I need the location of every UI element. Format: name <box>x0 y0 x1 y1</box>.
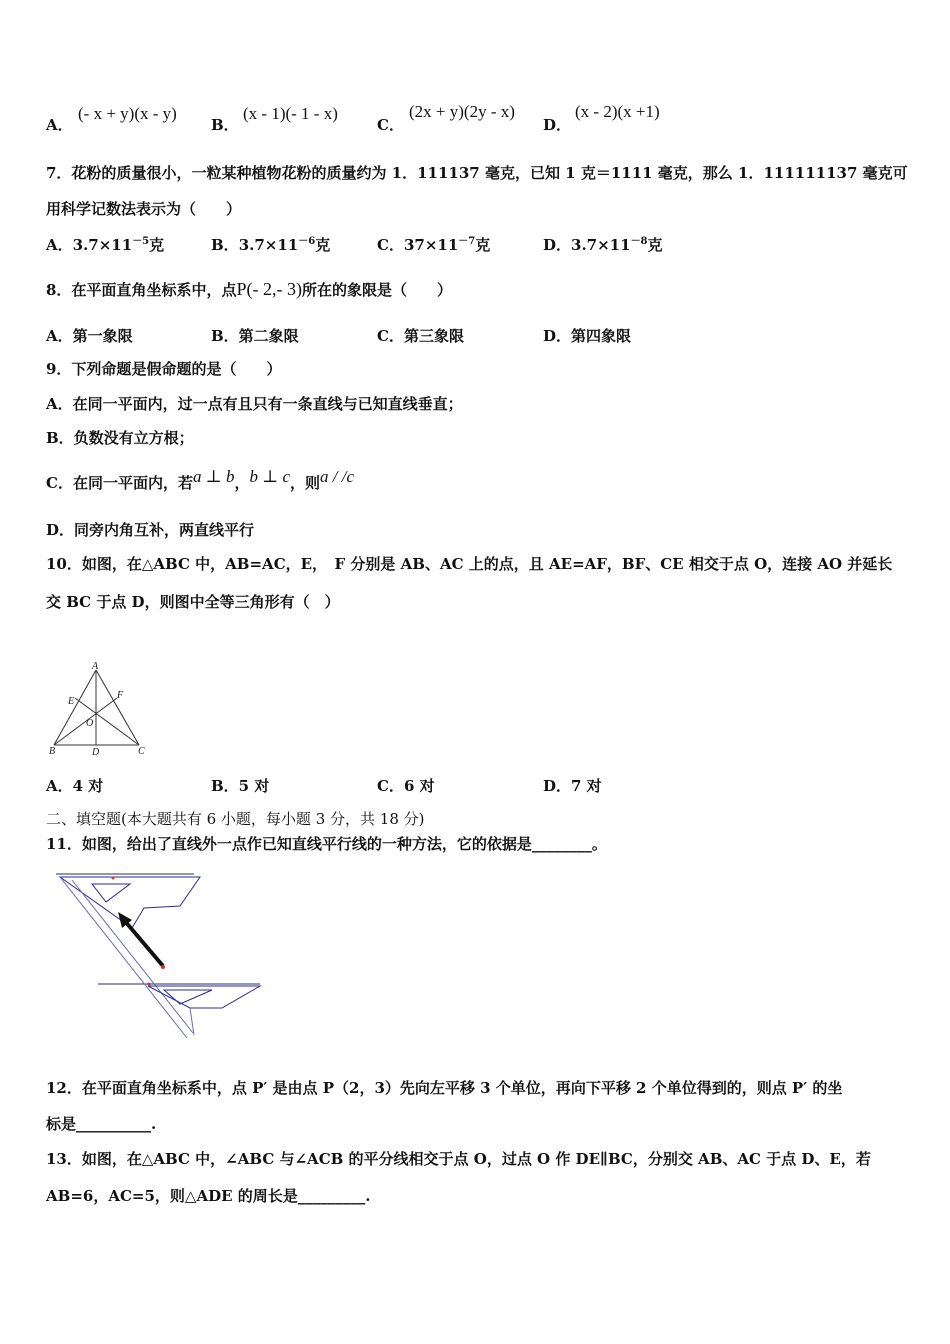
set-square-bottom-inner <box>164 990 212 1004</box>
section-2-heading: 二、填空题(本大题共有 6 小题，每小题 3 分，共 18 分) <box>46 810 425 828</box>
q6-option-d-expression: (x - 2)(x +1) <box>575 102 660 121</box>
q6-option-d-label: D． <box>543 116 572 134</box>
q7-option-c: C．$37\times 11^{-7}$克 <box>377 236 491 254</box>
q8-stem: 8．在平面直角坐标系中，点P(- 2,- 3)所在的象限是（ ） <box>46 279 452 299</box>
q9-option-a: A．在同一平面内，过一点有且只有一条直线与已知直线垂直； <box>46 395 463 413</box>
label-c: C <box>138 746 145 757</box>
q9-stem: 9．下列命题是假命题的是（ ） <box>46 360 282 378</box>
q10-option-a: A．4 对 <box>46 777 104 795</box>
set-square-top-inner <box>92 884 130 902</box>
q10-triangle-figure <box>44 660 154 760</box>
set-square-edge-outer <box>60 877 187 1038</box>
q9-option-c: C．在同一平面内，若a ⊥ b，b ⊥ c，则a / /c <box>46 467 355 492</box>
bottom-dot <box>148 983 151 986</box>
q7-option-b: B．$3.7\times 11^{-6}$克 <box>211 236 331 254</box>
q8-option-c: C．第三象限 <box>377 327 464 345</box>
q9-expr-perp-bc: b ⊥ c <box>249 467 291 486</box>
segment-ab <box>54 670 96 745</box>
q6-option-c-label: C． <box>377 116 404 134</box>
q10-stem-line1: 10．如图，在△ABC 中，AB=AC，E， F 分别是 AB、AC 上的点，且 AE=AF，BF、CE 相交于点 O，连接 AO 并延长 <box>46 555 893 573</box>
q10-option-c: C．6 对 <box>377 777 435 795</box>
q10-stem-line2: 交 BC 于点 D，则图中全等三角形有（ ） <box>46 593 340 611</box>
q8-point: P(- 2,- 3) <box>236 279 302 299</box>
q10-option-b: B．5 对 <box>211 777 270 795</box>
q8-option-a: A．第一象限 <box>46 327 133 345</box>
q7-stem-line2: 用科学记数法表示为（ ） <box>46 200 242 218</box>
q9-option-d: D．同旁内角互补，两直线平行 <box>46 521 255 539</box>
q8-option-b: B．第二象限 <box>211 327 299 345</box>
q7-option-a: A．$3.7\times 11^{-5}$克 <box>46 236 165 254</box>
q7-option-d: D．$3.7\times 11^{-8}$克 <box>543 236 663 254</box>
q6-option-b-label: B． <box>211 116 239 134</box>
q6-option-a-label: A． <box>46 116 73 134</box>
q9-expr-perp-ab: a ⊥ b <box>192 467 235 486</box>
top-dot <box>112 877 115 880</box>
q13-stem-line1: 13．如图，在△ABC 中，∠ABC 与∠ACB 的平分线相交于点 O，过点 O 作 DE∥BC，分别交 AB、AC 于点 D、E，若 <box>46 1150 871 1168</box>
label-e: E <box>68 696 75 707</box>
label-d: D <box>92 747 100 758</box>
q6-option-c-expression: (2x + y)(2y - x) <box>409 102 515 121</box>
q9-option-b: B．负数没有立方根； <box>46 429 194 447</box>
label-b: B <box>49 746 56 757</box>
label-o: O <box>86 718 94 729</box>
q8-option-d: D．第四象限 <box>543 327 632 345</box>
q12-stem-line1: 12．在平面直角坐标系中，点 P′ 是由点 P（2，3）先向左平移 3 个单位，再向下平移 2 个单位得到的，则点 P′ 的坐 <box>46 1079 843 1097</box>
q6-option-a-expression: (- x + y)(x - y) <box>78 104 177 123</box>
q11-set-square-figure <box>52 868 267 1043</box>
q10-option-d: D．7 对 <box>543 777 602 795</box>
label-f: F <box>117 690 124 701</box>
start-dot <box>161 965 165 969</box>
q11-stem: 11．如图，给出了直线外一点作已知直线平行线的一种方法，它的依据是________。 <box>46 835 607 853</box>
q7-stem-line1: 7．花粉的质量很小，一粒某种植物花粉的质量约为 1．111137 毫克，已知 1 克＝1111 毫克，那么 1．111111137 毫克可 <box>46 164 908 182</box>
slide-arrow <box>124 920 163 966</box>
q12-stem-line2: 标是__________. <box>46 1115 157 1133</box>
set-square-edge-inner <box>72 880 193 1033</box>
q9-expr-parallel-ac: a / /c <box>320 467 355 486</box>
segment-ac <box>96 670 139 745</box>
q13-stem-line2: AB=6，AC=5，则△ADE 的周长是_________. <box>46 1187 371 1205</box>
label-a: A <box>92 661 99 672</box>
q6-option-b-expression: (x - 1)(- 1 - x) <box>243 104 338 123</box>
